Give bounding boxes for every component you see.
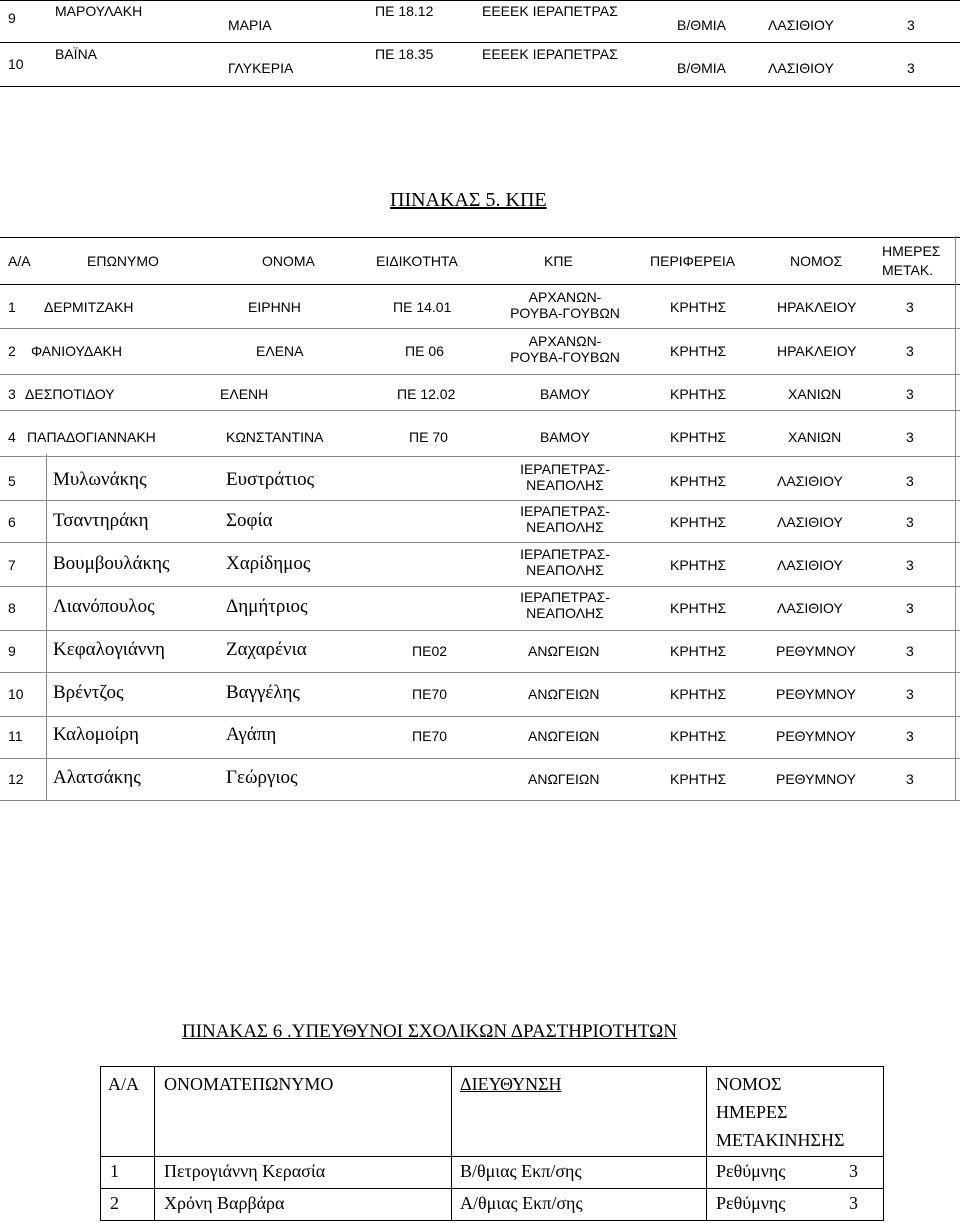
prefecture-cell: ΗΡΑΚΛΕΙΟΥ <box>777 299 857 315</box>
row-number: 12 <box>8 771 24 787</box>
row-number: 7 <box>8 557 16 573</box>
name-cell: ΕΛΕΝΗ <box>220 386 269 402</box>
surname-cell: ΔΕΣΠΟΤΙΔΟΥ <box>25 386 115 402</box>
region-cell: ΚΡΗΤΗΣ <box>670 299 727 315</box>
kpe-cell: ΑΝΩΓΕΙΩΝ <box>528 771 600 787</box>
row-number: 3 <box>8 386 16 402</box>
days-cell: 3 <box>906 557 914 573</box>
surname-cell: Κεφαλογιάννη <box>53 639 165 660</box>
specialty-cell: ΠΕ02 <box>412 643 448 659</box>
specialty-cell: ΠΕ 18.12 <box>375 3 434 19</box>
kpe-cell: ΑΡΧΑΝΩΝ- ΡΟΥΒΑ-ΓΟΥΒΩΝ <box>510 289 620 321</box>
name-cell: Δημήτριος <box>226 596 308 617</box>
kpe-cell: ΙΕΡΑΠΕΤΡΑΣ- ΝΕΑΠΟΛΗΣ <box>520 461 610 493</box>
prefecture-cell: ΛΑΣΙΘΙΟΥ <box>768 60 834 76</box>
fullname-cell: Πετρογιάννη Κερασία <box>164 1161 326 1181</box>
grade-level-cell: Β/ΘΜΙΑ <box>677 17 727 33</box>
region-cell: ΚΡΗΤΗΣ <box>670 728 727 744</box>
specialty-cell: ΠΕ70 <box>412 728 448 744</box>
directorate-cell: Α/θμιας Εκπ/σης <box>460 1193 583 1213</box>
kpe-cell: ΙΕΡΑΠΕΤΡΑΣ- ΝΕΑΠΟΛΗΣ <box>520 503 610 535</box>
header-days-1: ΗΜΕΡΕΣ <box>716 1102 788 1122</box>
prefecture-cell: ΗΡΑΚΛΕΙΟΥ <box>777 343 857 359</box>
prefecture-cell: ΛΑΣΙΘΙΟΥ <box>777 514 843 530</box>
prefecture-cell: ΡΕΘΥΜΝΟΥ <box>776 771 857 787</box>
header-prefecture: ΝΟΜΟΣ <box>716 1074 782 1094</box>
kpe-cell: ΒΑΜΟΥ <box>539 429 591 445</box>
prefecture-cell: ΡΕΘΥΜΝΟΥ <box>776 643 857 659</box>
name-cell: Σοφία <box>226 510 273 531</box>
row-number: 1 <box>110 1161 119 1181</box>
name-cell: ΚΩΝΣΤΑΝΤΙΝΑ <box>226 429 324 445</box>
name-cell: ΕΛΕΝΑ <box>256 343 304 359</box>
days-cell: 3 <box>906 343 914 359</box>
header-name: ΟΝΟΜΑ <box>262 253 315 269</box>
specialty-cell: ΠΕ 06 <box>405 343 444 359</box>
header-directorate: ΔΙΕΥΘΥΝΣΗ <box>460 1074 562 1094</box>
header-days-1: ΗΜΕΡΕΣ <box>882 243 941 259</box>
region-cell: ΚΡΗΤΗΣ <box>670 771 727 787</box>
days-cell: 3 <box>906 473 914 489</box>
surname-cell: ΔΕΡΜΙΤΖΑΚΗ <box>44 299 134 315</box>
kpe-cell: ΑΡΧΑΝΩΝ- ΡΟΥΒΑ-ΓΟΥΒΩΝ <box>510 333 620 365</box>
specialty-cell: ΠΕ 70 <box>409 429 448 445</box>
header-kpe: ΚΠΕ <box>544 253 573 269</box>
kpe-cell: ΙΕΡΑΠΕΤΡΑΣ- ΝΕΑΠΟΛΗΣ <box>520 589 610 621</box>
directorate-cell: Β/θμιας Εκπ/σης <box>460 1161 582 1181</box>
days-cell: 3 <box>906 643 914 659</box>
prefecture-cell: ΛΑΣΙΘΙΟΥ <box>768 17 834 33</box>
prefecture-cell: ΡΕΘΥΜΝΟΥ <box>776 686 857 702</box>
table5-title: ΠΙΝΑΚΑΣ 5. ΚΠΕ <box>390 189 547 211</box>
row-number: 11 <box>8 728 23 744</box>
surname-cell: Καλομοίρη <box>53 724 139 745</box>
row-number: 5 <box>8 473 16 489</box>
grade-level-cell: Β/ΘΜΙΑ <box>677 60 727 76</box>
surname-cell: ΠΑΠΑΔΟΓΙΑΝΝΑΚΗ <box>27 429 156 445</box>
row-number: 9 <box>8 643 16 659</box>
specialty-cell: ΠΕ 14.01 <box>393 299 452 315</box>
header-region: ΠΕΡΙΦΕΡΕΙΑ <box>650 253 736 269</box>
header-surname: ΕΠΩΝΥΜΟ <box>87 253 159 269</box>
days-cell: 3 <box>906 299 914 315</box>
row-number: 10 <box>8 686 24 702</box>
days-cell: 3 <box>906 600 914 616</box>
surname-cell: Αλατσάκης <box>53 767 141 788</box>
specialty-cell: ΠΕ 18.35 <box>375 46 434 62</box>
surname-cell: Βουμβουλάκης <box>53 553 170 574</box>
days-cell: 3 <box>907 17 915 33</box>
region-cell: ΚΡΗΤΗΣ <box>670 386 727 402</box>
row-number: 2 <box>110 1193 119 1213</box>
row-number: 10 <box>8 56 24 72</box>
days-cell: 3 <box>906 686 914 702</box>
days-cell: 3 <box>906 771 914 787</box>
header-days-2: ΜΕΤΑΚΙΝΗΣΗΣ <box>716 1130 845 1150</box>
kpe-cell: ΙΕΡΑΠΕΤΡΑΣ- ΝΕΑΠΟΛΗΣ <box>520 546 610 578</box>
prefecture-cell: ΡΕΘΥΜΝΟΥ <box>776 728 857 744</box>
region-cell: ΚΡΗΤΗΣ <box>670 557 727 573</box>
fullname-cell: Χρόνη Βαρβάρα <box>164 1193 285 1213</box>
name-cell: Γεώργιος <box>226 767 298 788</box>
region-cell: ΚΡΗΤΗΣ <box>670 686 727 702</box>
days-cell: 3 <box>906 429 914 445</box>
name-cell: Βαγγέλης <box>226 682 300 703</box>
surname-cell: Μυλωνάκης <box>53 469 147 490</box>
name-cell: Ευστράτιος <box>226 469 315 490</box>
surname-cell: Λιανόπουλος <box>53 596 155 617</box>
header-days-2: ΜΕΤΑΚ. <box>882 262 934 278</box>
row-number: 2 <box>8 343 16 359</box>
days-cell: 3 <box>849 1193 858 1213</box>
name-cell: ΜΑΡΙΑ <box>228 17 272 33</box>
header-fullname: ΟΝΟΜΑΤΕΠΩΝΥΜΟ <box>164 1074 334 1094</box>
name-cell: ΓΛΥΚΕΡΙΑ <box>228 60 294 76</box>
header-aa: Α/Α <box>8 253 31 269</box>
kpe-cell: ΑΝΩΓΕΙΩΝ <box>528 728 600 744</box>
school-cell: ΕΕΕΕΚ ΙΕΡΑΠΕΤΡΑΣ <box>482 3 618 19</box>
row-number: 6 <box>8 514 16 530</box>
region-cell: ΚΡΗΤΗΣ <box>670 429 727 445</box>
days-cell: 3 <box>906 514 914 530</box>
prefecture-cell: ΧΑΝΙΩΝ <box>788 429 842 445</box>
table6-title: ΠΙΝΑΚΑΣ 6 .ΥΠΕΥΘΥΝΟΙ ΣΧΟΛΙΚΩΝ ΔΡΑΣΤΗΡΙΟΤΗΤΩΝ <box>182 1021 678 1042</box>
row-number: 9 <box>8 10 16 26</box>
prefecture-cell: ΛΑΣΙΘΙΟΥ <box>777 600 843 616</box>
prefecture-cell: Ρεθύμνης <box>716 1161 786 1181</box>
prefecture-cell: Ρεθύμνης <box>716 1193 786 1213</box>
kpe-cell: ΑΝΩΓΕΙΩΝ <box>528 643 600 659</box>
region-cell: ΚΡΗΤΗΣ <box>670 514 727 530</box>
surname-cell: ΒΑΪΝΑ <box>55 46 98 62</box>
days-cell: 3 <box>906 386 914 402</box>
days-cell: 3 <box>907 60 915 76</box>
region-cell: ΚΡΗΤΗΣ <box>670 600 727 616</box>
name-cell: Χαρίδημος <box>226 553 311 574</box>
specialty-cell: ΠΕ 12.02 <box>397 386 456 402</box>
surname-cell: Βρέντζος <box>53 682 124 703</box>
days-cell: 3 <box>906 728 914 744</box>
prefecture-cell: ΛΑΣΙΘΙΟΥ <box>777 473 843 489</box>
region-cell: ΚΡΗΤΗΣ <box>670 643 727 659</box>
kpe-cell: ΑΝΩΓΕΙΩΝ <box>528 686 600 702</box>
days-cell: 3 <box>849 1161 858 1181</box>
name-cell: Αγάπη <box>226 724 277 745</box>
prefecture-cell: ΛΑΣΙΘΙΟΥ <box>777 557 843 573</box>
row-number: 4 <box>8 429 16 445</box>
school-cell: ΕΕΕΕΚ ΙΕΡΑΠΕΤΡΑΣ <box>482 46 618 62</box>
header-prefecture: ΝΟΜΟΣ <box>790 253 843 269</box>
surname-cell: ΜΑΡΟΥΛΑΚΗ <box>55 3 143 19</box>
name-cell: ΕΙΡΗΝΗ <box>248 299 301 315</box>
region-cell: ΚΡΗΤΗΣ <box>670 473 727 489</box>
name-cell: Ζαχαρένια <box>226 639 307 660</box>
surname-cell: Τσαντηράκη <box>53 510 149 531</box>
surname-cell: ΦΑΝΙΟΥΔΑΚΗ <box>31 343 122 359</box>
specialty-cell: ΠΕ70 <box>412 686 448 702</box>
kpe-cell: ΒΑΜΟΥ <box>539 386 591 402</box>
header-specialty: ΕΙΔΙΚΟΤΗΤΑ <box>376 253 458 269</box>
header-aa: Α/Α <box>108 1074 139 1094</box>
prefecture-cell: ΧΑΝΙΩΝ <box>788 386 842 402</box>
row-number: 1 <box>8 299 16 315</box>
region-cell: ΚΡΗΤΗΣ <box>670 343 727 359</box>
row-number: 8 <box>8 600 16 616</box>
